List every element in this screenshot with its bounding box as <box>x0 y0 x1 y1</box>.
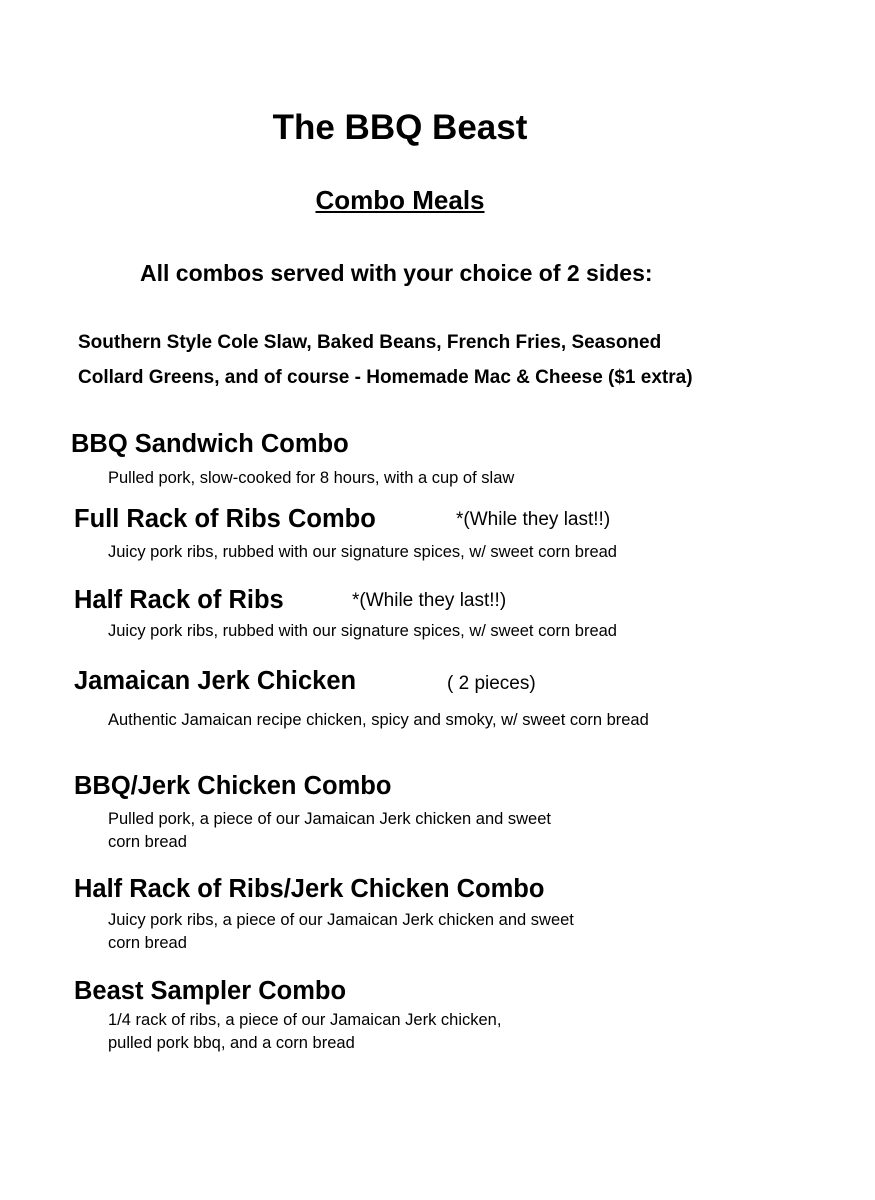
menu-item-name: Full Rack of Ribs Combo <box>74 505 376 533</box>
section-subtitle: Combo Meals <box>315 185 485 215</box>
menu-item-description: Juicy pork ribs, a piece of our Jamaican Jerk chicken and sweet <box>108 911 574 929</box>
menu-item-name: Half Rack of Ribs <box>74 586 284 614</box>
sides-list-line-1: Southern Style Cole Slaw, Baked Beans, French Fries, Seasoned <box>78 332 662 353</box>
menu-item-name: Jamaican Jerk Chicken <box>74 667 357 695</box>
menu-item-description: Juicy pork ribs, rubbed with our signature spices, w/ sweet corn bread <box>108 622 617 640</box>
menu-item-description: Pulled pork, a piece of our Jamaican Jerk chicken and sweet <box>108 810 551 828</box>
menu-item-description: Juicy pork ribs, rubbed with our signature spices, w/ sweet corn bread <box>108 543 617 561</box>
menu-item-name: BBQ Sandwich Combo <box>71 430 349 458</box>
menu-item-name: Half Rack of Ribs/Jerk Chicken Combo <box>74 875 545 903</box>
menu-item-portion-note: ( 2 pieces) <box>447 673 536 694</box>
menu-item-description: 1/4 rack of ribs, a piece of our Jamaican Jerk chicken, <box>108 1011 502 1029</box>
menu-item-availability-note: *(While they last!!) <box>456 509 611 530</box>
menu-item-name: Beast Sampler Combo <box>74 977 347 1005</box>
menu-item-description-continued: corn bread <box>108 934 187 952</box>
menu-item-description-continued: corn bread <box>108 833 187 851</box>
menu-item-description: Pulled pork, slow-cooked for 8 hours, with a cup of slaw <box>108 469 515 487</box>
menu-item-name: BBQ/Jerk Chicken Combo <box>74 772 392 800</box>
page-title: The BBQ Beast <box>272 108 528 147</box>
sides-list-line-2: Collard Greens, and of course - Homemade Mac & Cheese ($1 extra) <box>78 367 693 388</box>
menu-item-description: Authentic Jamaican recipe chicken, spicy and smoky, w/ sweet corn bread <box>108 711 649 729</box>
sides-note: All combos served with your choice of 2 sides: <box>140 260 653 286</box>
menu-item-availability-note: *(While they last!!) <box>352 590 507 611</box>
menu-item-description-continued: pulled pork bbq, and a corn bread <box>108 1034 355 1052</box>
